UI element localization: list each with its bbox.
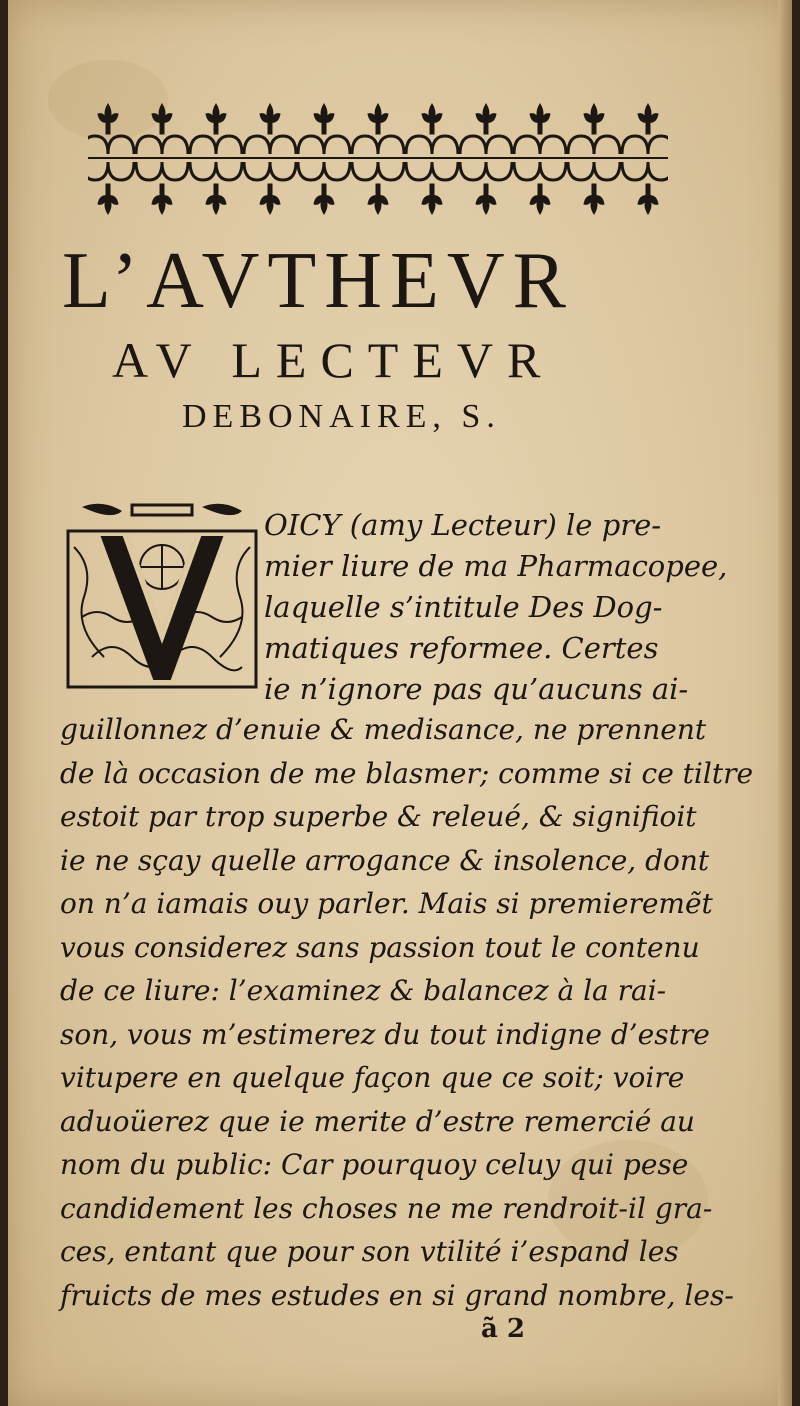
page-subtitle-2: DEBONAIRE, S. <box>182 398 501 435</box>
text-line: de là occasion de me blasmer; comme si ce tiltre <box>60 756 754 790</box>
text-line: mier liure de ma Pharmacopee, <box>264 549 728 583</box>
text-line: vitupere en quelque façon que ce soit; voire <box>60 1061 685 1094</box>
page-subtitle: AV LECTEVR <box>112 332 555 388</box>
fleur-de-lis-ornament-band <box>88 100 668 218</box>
book-page <box>8 0 792 1406</box>
page-title: L’AVTHEVR <box>62 237 575 325</box>
text-line: candidement les choses ne me rendroit-il gra- <box>60 1191 713 1225</box>
text-line: OICY (amy Lecteur) le pre- <box>264 508 662 542</box>
text-line: ie ne sçay quelle arrogance & insolence, dont <box>60 843 710 877</box>
text-line: de ce liure: l’examinez & balancez à la rai- <box>60 974 667 1007</box>
text-line: aduoüerez que ie merite d’estre remercié au <box>60 1104 695 1138</box>
text-line: fruicts de mes estudes en si grand nombre, les- <box>60 1278 734 1312</box>
text-line: laquelle s’intitule Des Dog- <box>264 590 663 624</box>
text-line: nom du public: Car pourquoy celuy qui pese <box>60 1148 689 1181</box>
text-line: ie n’ignore pas qu’aucuns ai- <box>264 672 689 706</box>
text-line: estoit par trop superbe & releué, & signifioit <box>60 800 697 833</box>
text-line: vous considerez sans passion tout le contenu <box>60 930 700 964</box>
signature-mark: ã 2 <box>481 1314 525 1344</box>
historiated-initial-v-icon <box>62 497 262 697</box>
text-line: ces, entant que pour son vtilité i’espand les <box>60 1235 679 1268</box>
text-line: son, vous m’estimerez du tout indigne d’estre <box>60 1017 710 1051</box>
page-gutter-edge <box>778 0 792 1406</box>
text-line: matiques reformee. Certes <box>264 631 659 665</box>
text-line: guillonnez d’enuie & medisance, ne prennent <box>60 713 707 746</box>
text-line: on n’a iamais ouy parler. Mais si premieremẽt <box>60 887 713 920</box>
